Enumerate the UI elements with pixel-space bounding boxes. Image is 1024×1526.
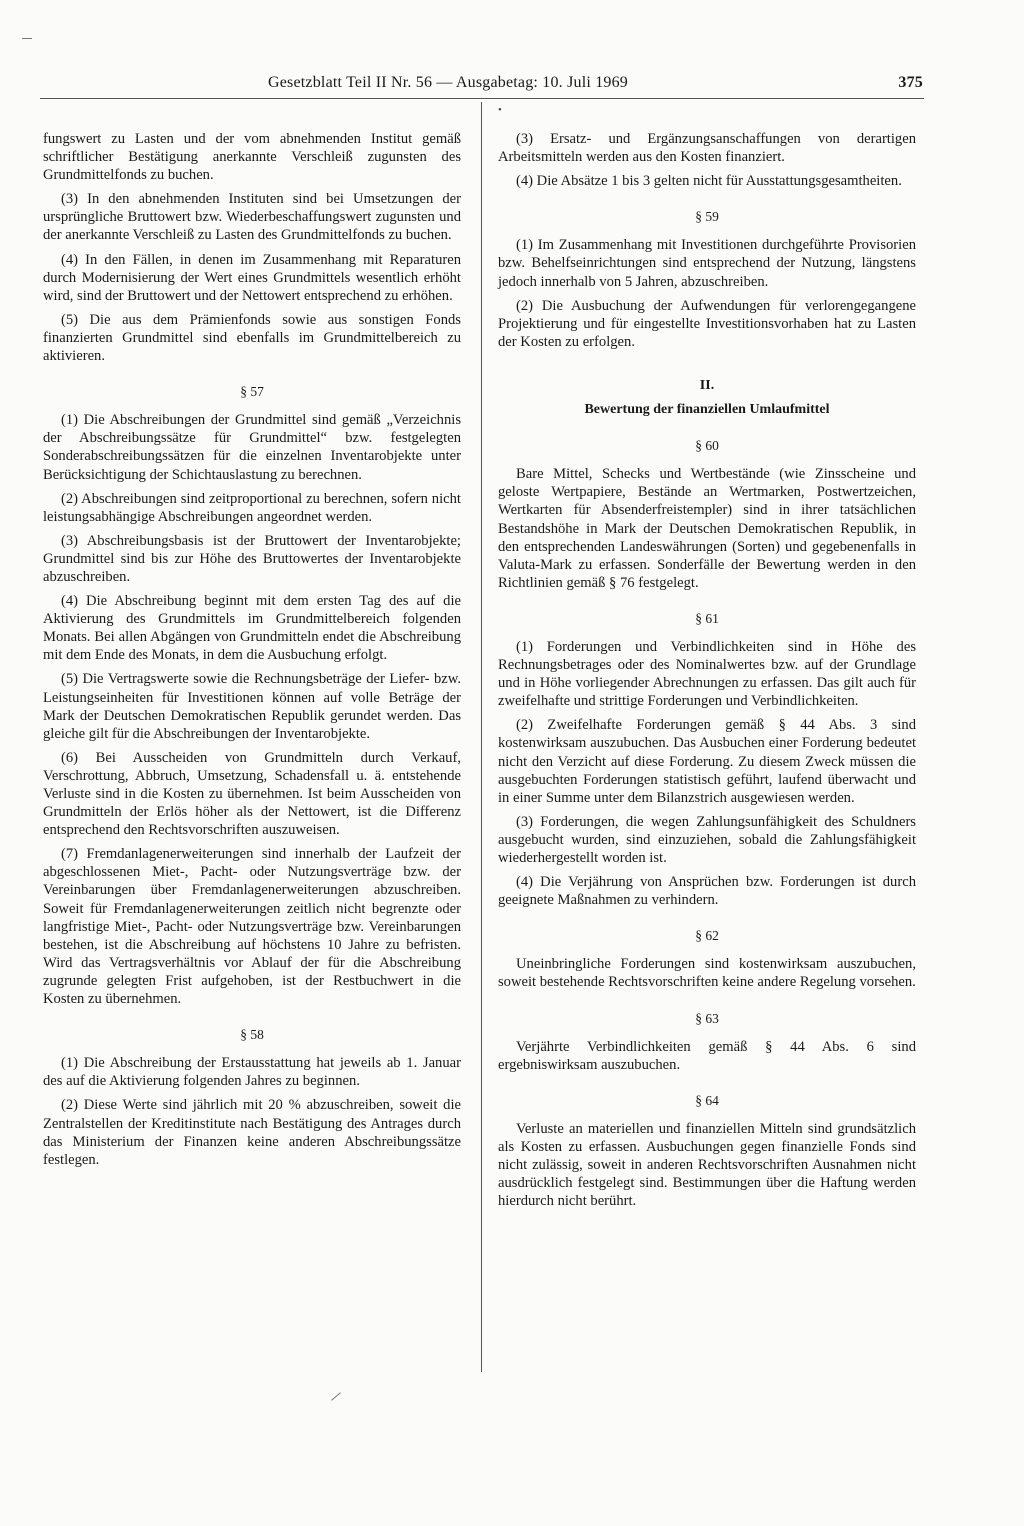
section-heading: § 60: [695, 438, 719, 454]
paragraph: Verluste an materiellen und finanziellen Mitteln sind grundsätzlich als Kosten zu erfassen. Ausbuchungen gegen finanzielle Fonds sind nicht zulässig, soweit in anderen Rechtsvorschriften Ausnahmen nicht ausdrücklich festgelegt sind. Bestimmungen über die Haftung werden hierdurch nicht berührt.: [498, 1120, 916, 1210]
section-heading: § 57: [240, 384, 264, 400]
paragraph: (2) Abschreibungen sind zeitproportional zu berechnen, sofern nicht leistungsabhängige Abschreibungen angeordnet werden.: [43, 490, 461, 525]
paragraph: (5) Die aus dem Prämienfonds sowie aus sonstigen Fonds finanzierten Grundmittel sind ebenfalls im Grundmittelbereich zu aktivieren.: [43, 311, 461, 365]
section-heading: § 62: [695, 928, 719, 944]
part-number: II.: [699, 377, 715, 393]
paragraph: Bare Mittel, Schecks und Wertbestände (wie Zinsscheine und geloste Wertpapiere, Bestände an Wertmarken, Postwertzeichen, Wertkarten für Absenderfreistempler) sind in ihrer tatsächlichen Bestandshöhe in Mark der Deutschen Demokratischen Republik, in den entsprechenden Landeswährungen (Sorten) und gegebenenfalls in Valuta-Mark zu erfassen. Sonderfälle der Bewertung werden in den Richtlinien gemäß § 76 festgelegt.: [498, 466, 916, 591]
section-heading: § 58: [240, 1027, 264, 1043]
paragraph: (3) In den abnehmenden Instituten sind bei Umsetzungen der ursprüngliche Bruttowert bzw. Wiederbeschaffungswert zugunsten und der anerkannte Verschleiß zu Lasten des Grundmittelfonds zu buchen.: [43, 191, 461, 244]
page-number: 375: [898, 74, 923, 91]
paragraph: (4) Die Abschreibung beginnt mit dem ersten Tag des auf die Aktivierung des Grundmittels im Grundmittelbereich folgenden Monats. Bei allen Abgängen von Grundmitteln endet die Abschreibung mit dem Ende des Monats, in dem die Ausbuchung erfolgt.: [43, 593, 461, 664]
scan-mark: [22, 38, 32, 39]
section-heading: § 63: [695, 1010, 719, 1026]
paragraph: (4) Die Absätze 1 bis 3 gelten nicht für Ausstattungsgesamtheiten.: [516, 173, 902, 190]
paragraph: Verjährte Verbindlichkeiten gemäß § 44 Abs. 6 sind ergebniswirksam auszubuchen.: [498, 1038, 916, 1073]
paragraph: (4) In den Fällen, in denen im Zusammenhang mit Reparaturen durch Modernisierung der Wert eines Grundmittels wesentlich erhöht wird, sind der Bruttowert und der Nettowert entsprechend zu erhöhen.: [43, 251, 461, 304]
left-column: [43, 130, 461, 1175]
paragraph: (1) Im Zusammenhang mit Investitionen durchgeführte Provisorien bzw. Behelfseinrichtungen sind entsprechend der Nutzung, längstens jedoch innerhalb von 5 Jahren, abzuschreiben.: [498, 237, 916, 290]
right-column: [498, 130, 916, 1216]
column-divider: [481, 102, 482, 1372]
section-heading: § 64: [695, 1092, 719, 1108]
paragraph: (3) Ersatz- und Ergänzungsanschaffungen von derartigen Arbeitsmitteln werden aus den Kosten finanziert.: [498, 131, 916, 166]
paragraph: (5) Die Vertragswerte sowie die Rechnungsbeträge der Liefer- bzw. Leistungseinheiten für Investitionen können auf volle Beträge der Mark der Deutschen Demokratischen Republik gerundet werden. Das gleiche gilt für die Abschreibungen der Inventarobjekte.: [43, 671, 461, 742]
paragraph: Uneinbringliche Forderungen sind kostenwirksam auszubuchen, soweit bestehende Rechtsvorschriften keine andere Regelung vorsehen.: [498, 956, 916, 991]
part-title: Bewertung der finanziellen Umlaufmittel: [584, 402, 830, 418]
paragraph: (3) Abschreibungsbasis ist der Bruttowert der Inventarobjekte; Grundmittel sind bis zur Höhe des Bruttowertes der Inventarobjekte abzuschreiben.: [43, 532, 461, 585]
paragraph: (2) Zweifelhafte Forderungen gemäß § 44 Abs. 3 sind kostenwirksam auszubuchen. Das Ausbuchen einer Forderung bedeutet nicht den Verzicht auf diese Forderung. Zu diesem Zweck müssen die ausgebuchten Forderungen statistisch geführt, laufend überwacht und in einer Summe unter dem Bilanzstrich ausgewiesen werden.: [498, 717, 916, 806]
section-heading: § 59: [695, 209, 719, 225]
header-rule: [40, 98, 924, 99]
paragraph: (1) Die Abschreibung der Erstausstattung hat jeweils ab 1. Januar des auf die Aktivierung folgenden Jahres zu beginnen.: [43, 1055, 461, 1090]
paragraph: (1) Forderungen und Verbindlichkeiten sind in Höhe des Rechnungsbetrages oder des Nominalwertes bzw. auf der Grundlage und in Höhe vorliegender Abrechnungen zu erfassen. Das gilt auch für zweifelhafte und strittige Forderungen und Verbindlichkeiten.: [498, 638, 916, 710]
paragraph: (1) Die Abschreibungen der Grundmittel sind gemäß „Verzeichnis der Abschreibungssätze für Grundmittel“ bzw. festgelegten Sonderabschreibungssätzen für die einzelnen Inventarobjekte unter Berücksichtigung der Schichtauslastung zu berechnen.: [43, 412, 461, 483]
header-title: Gesetzblatt Teil II Nr. 56 — Ausgabetag: 10. Juli 1969: [268, 74, 628, 91]
paragraph: fungswert zu Lasten und der vom abnehmenden Institut gemäß schriftlicher Bestätigung anerkannte Verschleiß zugunsten des Grundmittelfonds zu buchen.: [43, 131, 461, 184]
scan-mark: [331, 1392, 341, 1400]
paragraph: (3) Forderungen, die wegen Zahlungsunfähigkeit des Schuldners ausgebucht wurden, sind einzuziehen, sobald die Zahlungsfähigkeit wiederhergestellt worden ist.: [498, 813, 916, 866]
paragraph: (2) Diese Werte sind jährlich mit 20 % abzuschreiben, soweit die Zentralstellen der Kreditinstitute nach Bestätigung des Antrages durch das Ministerium der Finanzen keine anderen Abschreibungssätze festlegen.: [43, 1097, 461, 1168]
paragraph: (4) Die Verjährung von Ansprüchen bzw. Forderungen ist durch geeignete Maßnahmen zu verhindern.: [498, 874, 916, 909]
scan-mark: •: [498, 104, 502, 116]
paragraph: (2) Die Ausbuchung der Aufwendungen für verlorengegangene Projektierung und für eingestellte Investitionsvorhaben hat zu Lasten der Kosten zu erfolgen.: [498, 297, 916, 350]
paragraph: (7) Fremdanlagenerweiterungen sind innerhalb der Laufzeit der abgeschlossenen Miet-, Pacht- oder Nutzungsverträge bzw. der Vereinbarungen über Fremdanlagenerweiterungen abzuschreiben. Soweit für Fremdanlagenerweiterungen zeitlich nicht begrenzte oder langfristige Miet-, Pacht- oder Nutzungsverträge bzw. Vereinbarungen bestehen, ist die Abschreibung auf höchstens 10 Jahre zu befristen. Wird das Vertragsverhältnis vor Ablauf der für die Abschreibung zugrunde gelegten Frist aufgehoben, ist der Restbuchwert in die Kosten zu übernehmen.: [43, 846, 461, 1008]
section-heading: § 61: [695, 610, 719, 626]
paragraph: (6) Bei Ausscheiden von Grundmitteln durch Verkauf, Verschrottung, Abbruch, Umsetzung, Schadensfall u. ä. entstehende Verluste sind in die Kosten zu übernehmen. Ist beim Ausscheiden von Grundmitteln der Erlös höher als der Nettowert, ist die Differenz entsprechend den Rechtsvorschriften auszuweisen.: [43, 749, 461, 839]
